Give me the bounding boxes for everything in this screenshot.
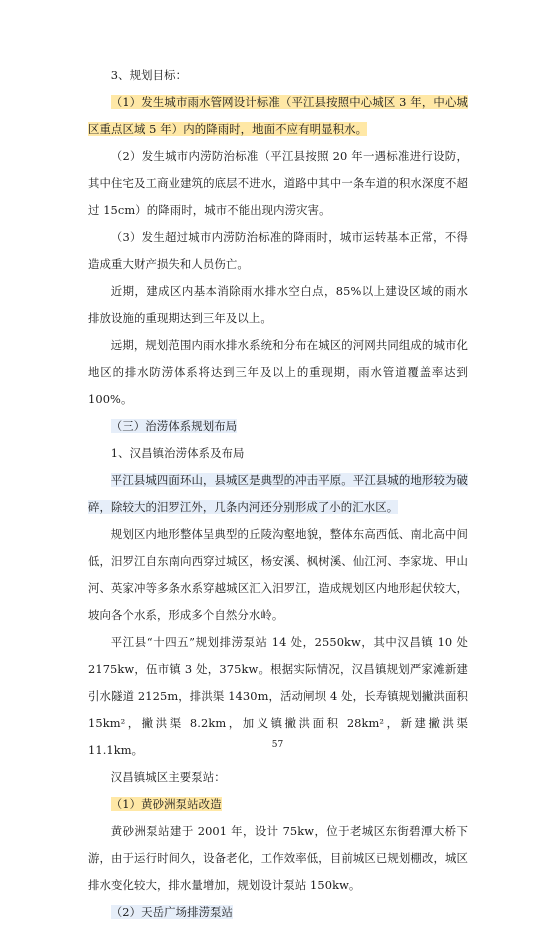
- near-term-paragraph: 近期，建成区内基本消除雨水排水空白点，85%以上建设区域的雨水排放设施的重现期达到三年及以上。: [88, 284, 468, 325]
- goal-2-paragraph: （2）发生城市内涝防治标准（平江县按照 20 年一遇标准进行设防，其中住宅及工商业建筑的底层不进水，道路中其中一条车道的积水深度不超过 15cm）的降雨时，城市不能出现内涝灾害。: [88, 149, 468, 217]
- huangshazhou-station-heading-text: （1）黄砂洲泵站改造: [110, 797, 222, 811]
- county-terrain-paragraph: [88, 467, 468, 521]
- planning-area-terrain-paragraph: 规划区内地形整体呈典型的丘陵沟壑地貌，整体东高西低、南北高中间低，汨罗江自东南向西穿过城区，杨安溪、枫树溪、仙江河、李家垅、甲山河、英家冲等多条水系穿越城区汇入汨罗江，造成规划区内地形起伏较大，坡向各个水系，形成多个自然分水岭。: [88, 527, 468, 622]
- page-number: 57: [271, 740, 284, 750]
- tianyue-station-heading-text: （2）天岳广场排涝泵站: [110, 905, 234, 919]
- huangshazhou-station-paragraph: 黄砂洲泵站建于 2001 年，设计 75kw，位于老城区东街碧潭大桥下游，由于运行时间久，设备老化，工作效率低，目前城区已规划棚改，城区排水变化较大，排水量增加，规划设计泵站 150kw。: [88, 824, 468, 892]
- huangshazhou-station-heading: [88, 791, 468, 818]
- goal-3-paragraph: （3）发生超过城市内涝防治标准的降雨时，城市运转基本正常，不得造成重大财产损失和人员伤亡。: [88, 230, 468, 271]
- heading-hanchang-town: 1、汉昌镇治涝体系及布局: [110, 446, 245, 460]
- section-heading-planning-goals: 3、规划目标：: [110, 68, 188, 82]
- goal-1-paragraph: [88, 89, 468, 143]
- county-terrain-text: 平江县城四面环山，县城区是典型的冲击平原。平江县城的地形较为破碎，除较大的汨罗江外，几条内河还分别形成了小的汇水区。: [88, 473, 468, 514]
- pump-station-plan-paragraph: 平江县“十四五”规划排涝泵站 14 处，2550kw，其中汉昌镇 10 处 2175kw，伍市镇 3 处，375kw。根据实际情况，汉昌镇规划严家滩新建引水隧道 2125m，排洪渠 1430m，活动闸坝 4 处，长寿镇规划撇洪面积 15km²，撇洪渠 8.2km，加义镇撇洪面积 28km²，新建撇洪渠 11.1km。: [88, 635, 468, 757]
- subsection-heading-layout: [88, 413, 468, 440]
- main-pump-stations-label: 汉昌镇城区主要泵站：: [110, 770, 226, 784]
- goal-1-text: （1）发生城市雨水管网设计标准（平江县按照中心城区 3 年，中心城区重点区域 5 年）内的降雨时，地面不应有明显积水。: [88, 95, 468, 136]
- tianyue-station-heading: [88, 899, 468, 926]
- page-body: [88, 62, 468, 926]
- subsection-heading-text: （三）治涝体系规划布局: [110, 419, 238, 433]
- long-term-paragraph: 远期，规划范围内雨水排水系统和分布在城区的河网共同组成的城市化地区的排水防涝体系将达到三年及以上的重现期，雨水管道覆盖率达到 100%。: [88, 338, 468, 406]
